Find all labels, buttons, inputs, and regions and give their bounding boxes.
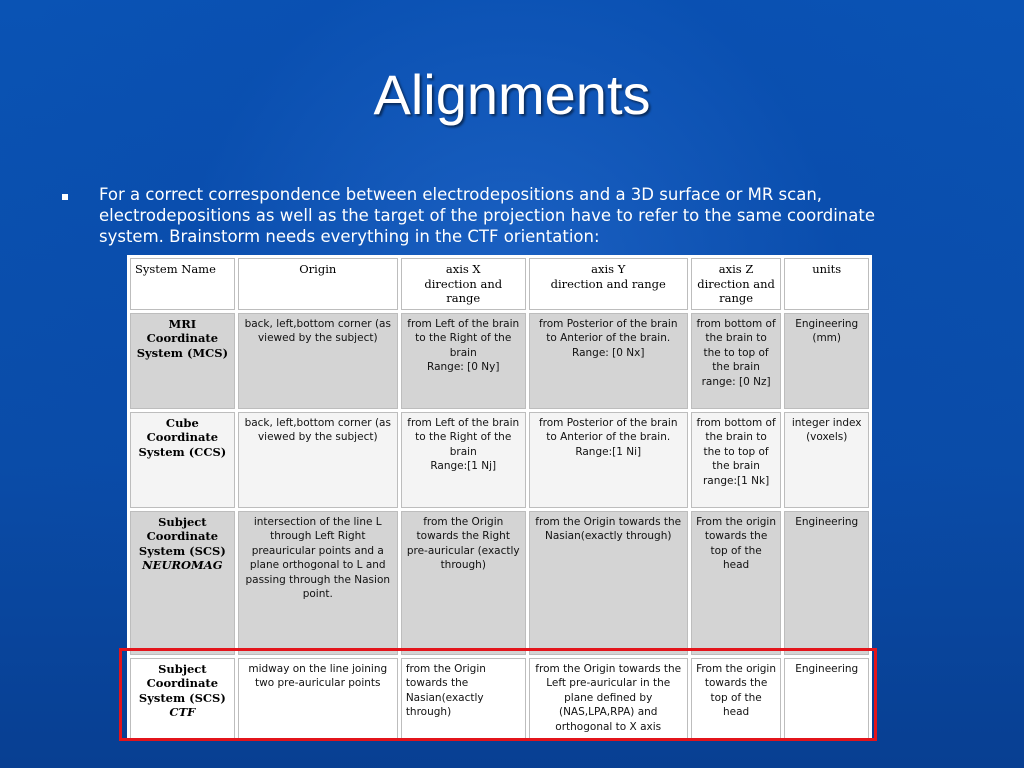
cell-axis-y: from Posterior of the brain to Anterior of the brain. Range:[1 Ni] [529,412,688,508]
cell-axis-y: from the Origin towards the Left pre-auricular in the plane defined by (NAS,LPA,RPA) and orthogonal to X axis [529,658,688,741]
cell-axis-y: from Posterior of the brain to Anterior of the brain. Range: [0 Nx] [529,313,688,409]
cell-origin: midway on the line joining two pre-auricular points [238,658,398,741]
header-system-name: System Name [130,258,235,310]
table-row [130,658,869,741]
cell-origin: back, left,bottom corner (as viewed by the subject) [238,412,398,508]
table-row [130,412,869,508]
cell-system-name: Subject Coordinate System (SCS) CTF [130,658,235,741]
cell-axis-x: from Left of the brain to the Right of the brain Range:[1 Nj] [401,412,526,508]
cell-units: Engineering [784,511,869,655]
cell-axis-x: from Left of the brain to the Right of the brain Range: [0 Ny] [401,313,526,409]
cell-axis-z: from bottom of the brain to the to top of the brain range:[1 Nk] [691,412,782,508]
cell-units: integer index (voxels) [784,412,869,508]
cell-axis-z: From the origin towards the top of the head [691,511,782,655]
cell-system-subname: CTF [169,705,196,719]
cell-origin: intersection of the line L through Left Right preauricular points and a plane orthogonal to L and passing through the Nasion point. [238,511,398,655]
header-axis-z: axis Z direction and range [691,258,782,310]
cell-axis-z: from bottom of the brain to the to top of the brain range: [0 Nz] [691,313,782,409]
coordinate-systems-table [127,255,872,740]
bullet-text: For a correct correspondence between electrodepositions and a 3D surface or MR scan, electrodepositions as well as the target of the projection have to refer to the same coordinate system. Brainstorm needs everything in the CTF orientation: [99,185,875,246]
cell-system-subname: NEUROMAG [142,558,223,572]
cell-axis-z: From the origin towards the top of the head [691,658,782,741]
cell-units: Engineering (mm) [784,313,869,409]
cell-system-name: MRI Coordinate System (MCS) [130,313,235,409]
table-header-row [130,258,869,310]
cell-axis-y: from the Origin towards the Nasian(exactly through) [529,511,688,655]
slide-title: Alignments [373,63,651,126]
bullet-item [60,184,930,247]
cell-origin: back, left,bottom corner (as viewed by the subject) [238,313,398,409]
header-axis-y: axis Y direction and range [529,258,688,310]
header-origin: Origin [238,258,398,310]
header-units: units [784,258,869,310]
bullet-square-icon [62,194,68,200]
table-row [130,313,869,409]
cell-system-name: Subject Coordinate System (SCS) NEUROMAG [130,511,235,655]
header-axis-x: axis X direction and range [401,258,526,310]
cell-axis-x: from the Origin towards the Right pre-auricular (exactly through) [401,511,526,655]
cell-units: Engineering [784,658,869,741]
table-row [130,511,869,655]
cell-axis-x: from the Origin towards the Nasian(exactly through) [401,658,526,741]
cell-system-name: Cube Coordinate System (CCS) [130,412,235,508]
